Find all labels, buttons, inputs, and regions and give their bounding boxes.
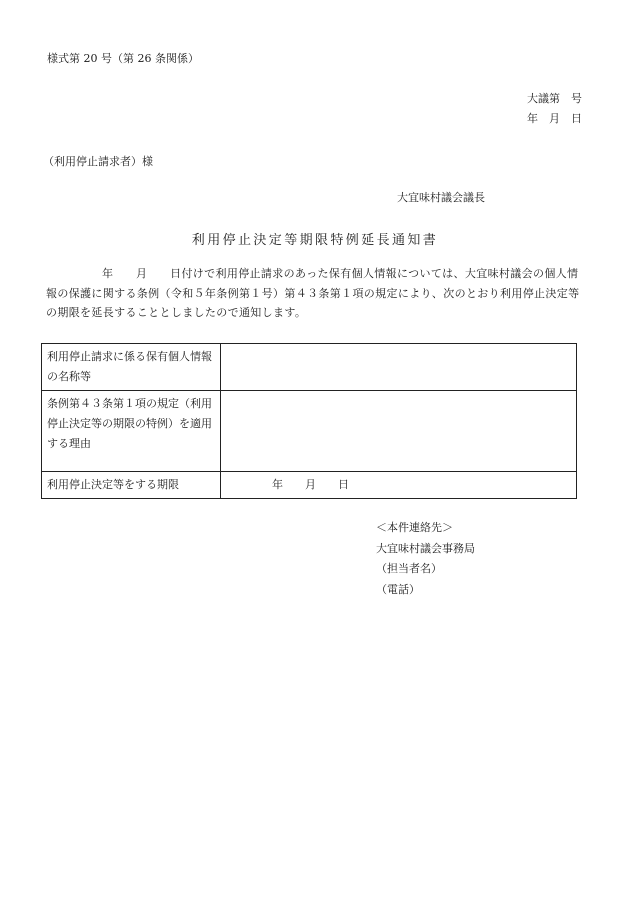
document-title: 利用停止決定等期限特例延長通知書: [191, 233, 439, 248]
reference-number: 大議第 号: [527, 92, 582, 105]
table-value-deadline[interactable]: [221, 472, 577, 499]
table-label-reason: 条例第４３条第１項の規定（利用停止決定等の期限の特例）を適用する理由: [42, 391, 221, 472]
info-table: [41, 343, 577, 499]
table-label-info-name: 利用停止請求に係る保有個人情報の名称等: [42, 344, 221, 391]
contact-office: 大宜味村議会事務局: [376, 541, 475, 555]
contact-person: （担当者名）: [376, 562, 442, 575]
table-label-deadline: 利用停止決定等をする期限: [42, 472, 221, 499]
table-value-reason[interactable]: [221, 391, 577, 472]
contact-phone: （電話）: [376, 582, 420, 596]
form-number: 様式第 20 号（第 26 条関係）: [47, 52, 199, 65]
table-row: [42, 472, 577, 499]
table-row: [42, 344, 577, 391]
contact-heading: ＜本件連絡先＞: [376, 521, 453, 534]
contact-block: [376, 518, 475, 600]
deadline-date: 年 月 日: [272, 478, 349, 491]
sender: 大宜味村議会議長: [397, 191, 485, 204]
issue-date: 年 月 日: [527, 112, 582, 125]
body-paragraph: 年 月 日付けで利用停止請求のあった保有個人情報については、大宜味村議会の個人情報の保護に関する条例（令和５年条例第１号）第４３条第１項の規定により、次のとおり利用停止決定等の期限を延長することとしましたので通知します。: [46, 267, 580, 319]
addressee: （利用停止請求者）様: [43, 155, 153, 168]
table-row: [42, 391, 577, 472]
table-value-info-name[interactable]: [221, 344, 577, 391]
